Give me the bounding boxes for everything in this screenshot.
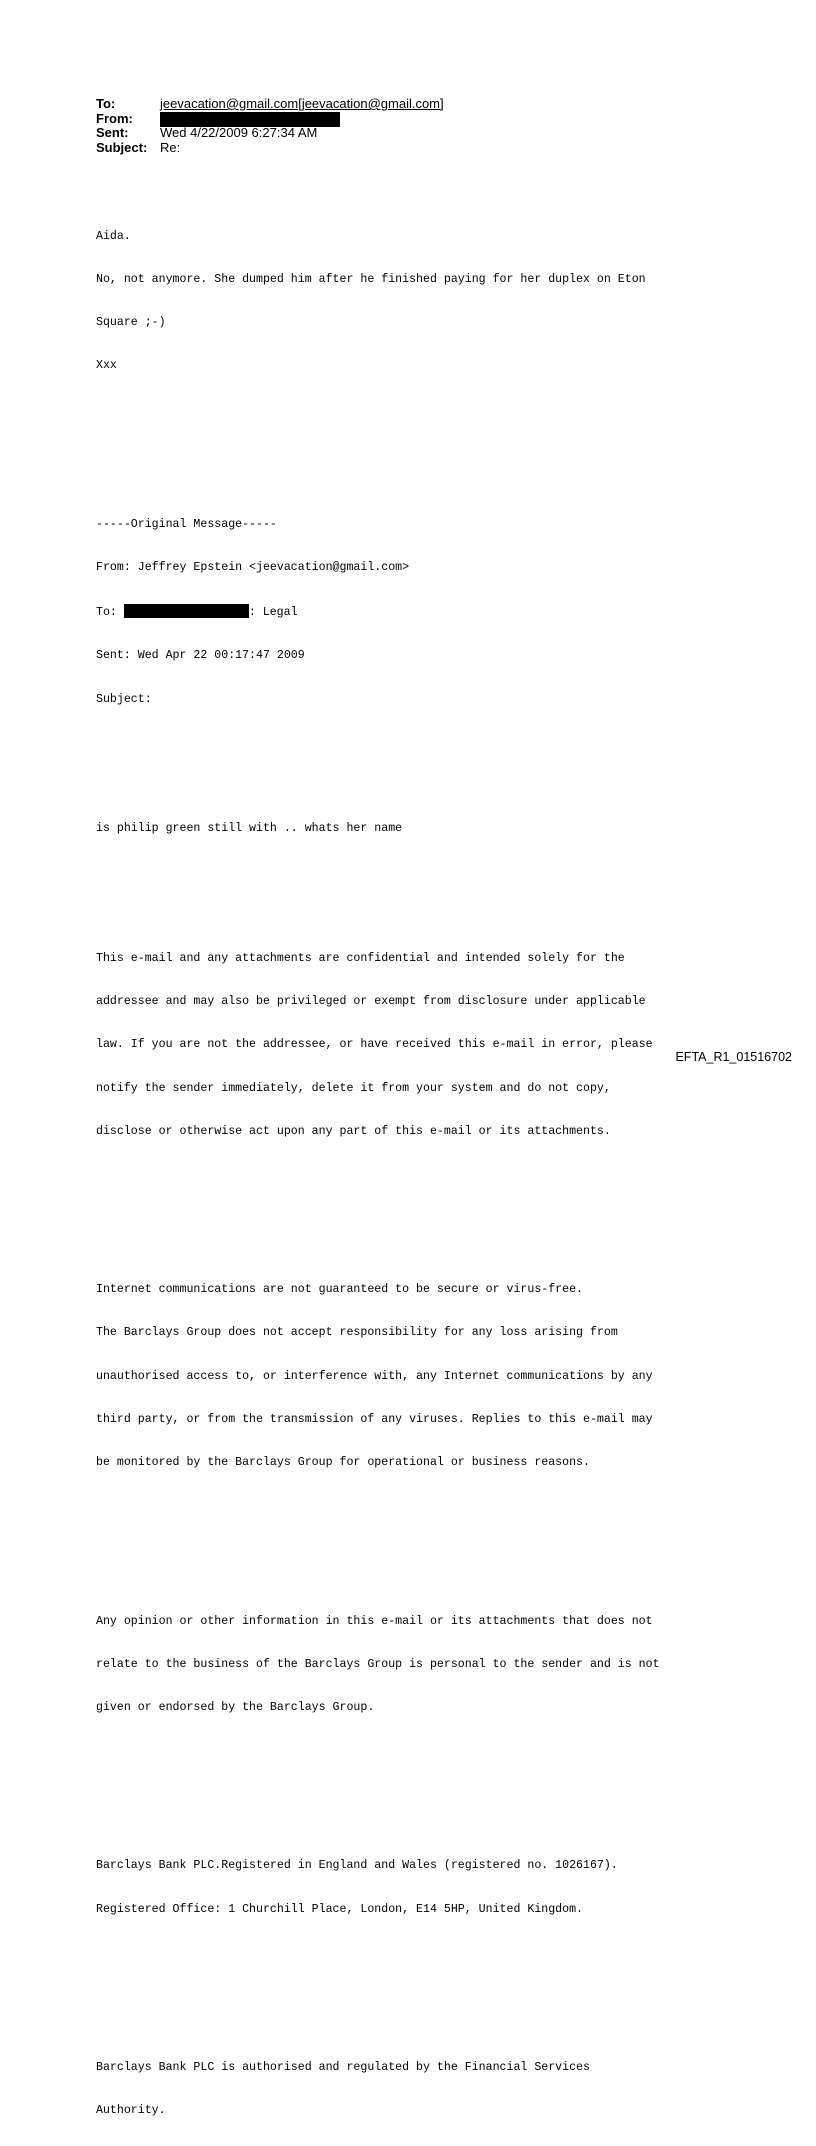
body-line: Barclays Bank PLC.Registered in England and Wales (registered no. 1026167). xyxy=(96,1859,618,1873)
disclaimer-opinion xyxy=(96,1586,796,1744)
body-line: disclose or otherwise act upon any part of this e-mail or its attachments. xyxy=(96,1124,611,1138)
subject-label: Subject: xyxy=(96,139,148,155)
disclaimer-registration xyxy=(96,1831,796,1946)
body-line: Any opinion or other information in this e-mail or its attachments that does not xyxy=(96,1614,653,1628)
body-line: law. If you are not the addressee, or have received this e-mail in error, please xyxy=(96,1038,653,1052)
original-to-suffix: : Legal xyxy=(248,606,298,620)
original-sent: Sent: Wed Apr 22 00:17:47 2009 xyxy=(96,649,305,663)
from-row xyxy=(96,112,444,127)
to-row xyxy=(96,97,444,112)
subject-row xyxy=(96,141,444,156)
to-value: jeevacation@gmail.com[jeevacation@gmail.com] xyxy=(160,96,444,111)
disclaimer-confidentiality xyxy=(96,923,796,1168)
body-line: Barclays Bank PLC is authorised and regulated by the Financial Services xyxy=(96,2061,590,2075)
body-line: relate to the business of the Barclays Group is personal to the sender and is not xyxy=(96,1657,660,1671)
to-label: To: xyxy=(96,96,116,111)
original-to xyxy=(96,604,796,620)
body-line: Square ;-) xyxy=(96,316,166,330)
body-line: Internet communications are not guaranteed to be secure or virus-free. xyxy=(96,1283,584,1297)
sent-row xyxy=(96,126,444,141)
original-to-prefix: To: xyxy=(96,606,124,620)
original-separator: -----Original Message----- xyxy=(96,517,277,531)
original-message-text: is philip green still with .. whats her name xyxy=(96,822,403,836)
sent-label: Sent: xyxy=(96,125,129,140)
sent-value: Wed 4/22/2009 6:27:34 AM xyxy=(160,125,318,140)
body-line: Aida. xyxy=(96,229,131,243)
body-line: The Barclays Group does not accept responsibility for any loss arising from xyxy=(96,1326,618,1340)
body-line: notify the sender immediately, delete it from your system and do not copy, xyxy=(96,1081,611,1095)
disclaimer-internet xyxy=(96,1254,796,1499)
reply-text xyxy=(96,201,796,403)
body-line: third party, or from the transmission of any viruses. Replies to this e-mail may xyxy=(96,1412,653,1426)
body-line: given or endorsed by the Barclays Group. xyxy=(96,1700,375,1714)
from-label: From: xyxy=(96,110,133,126)
body-line: unauthorised access to, or interference with, any Internet communications by any xyxy=(96,1369,653,1383)
document-id: EFTA_R1_01516702 xyxy=(675,1050,792,1064)
email-header xyxy=(96,97,444,155)
subject-value: Re: xyxy=(160,139,181,155)
body-line: This e-mail and any attachments are confidential and intended solely for the xyxy=(96,951,625,965)
body-line: No, not anymore. She dumped him after he finished paying for her duplex on Eton xyxy=(96,272,646,286)
body-line: be monitored by the Barclays Group for operational or business reasons. xyxy=(96,1456,590,1470)
email-body xyxy=(96,172,796,2146)
original-from: From: Jeffrey Epstein <jeevacation@gmail.com> xyxy=(96,560,410,574)
body-line: Xxx xyxy=(96,359,117,373)
original-message xyxy=(96,489,796,736)
body-line: addressee and may also be privileged or exempt from disclosure under applicable xyxy=(96,995,646,1009)
body-line: Registered Office: 1 Churchill Place, London, E14 5HP, United Kingdom. xyxy=(96,1902,584,1916)
body-line: Authority. xyxy=(96,2104,166,2118)
original-subject: Subject: xyxy=(96,692,152,706)
redaction-box xyxy=(124,604,249,618)
disclaimer-regulation xyxy=(96,2032,796,2146)
